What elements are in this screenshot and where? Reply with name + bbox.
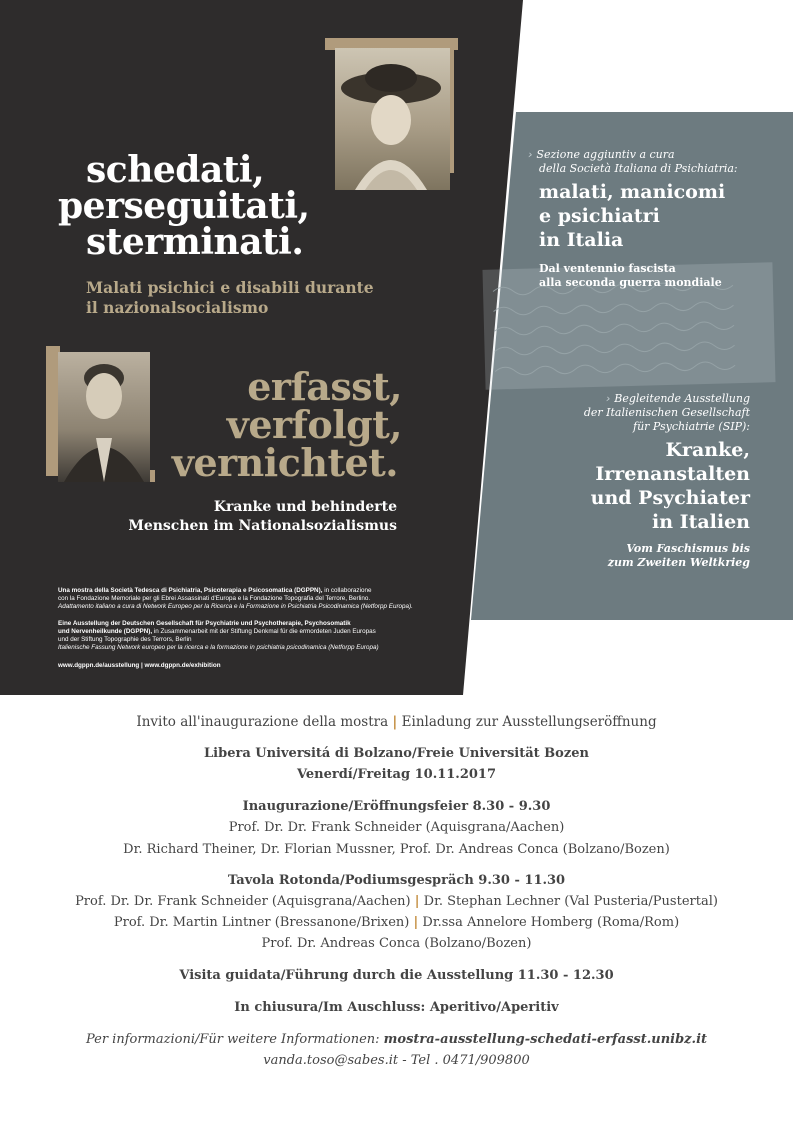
it-subtitle	[86, 278, 374, 318]
invite-label-de: Einladung zur Ausstellungseröffnung	[401, 714, 657, 730]
separator: |	[392, 714, 398, 730]
credits-de-bold-2: und Nervenheilkunde (DGPPN),	[58, 628, 153, 635]
credits-de-line-3: und der Stiftung Topographie des Terrors, Berlin	[58, 636, 192, 643]
info-url-link[interactable]: mostra-ausstellung-schedati-erfasst.unibz.it	[383, 1032, 708, 1047]
venue: Libera Universitá di Bolzano/Freie Universität Bozen	[204, 746, 589, 761]
round-table-line-1	[0, 894, 793, 909]
credits-it-line-1	[58, 587, 463, 595]
credits-block	[58, 587, 463, 670]
de-subtitle-line-2: Menschen im Nationalsozialismus	[128, 518, 397, 534]
round-speaker-3: Prof. Dr. Andreas Conca (Bolzano/Bozen)	[261, 936, 532, 951]
grey-de-title	[520, 438, 750, 534]
it-title-line-1: schedati,	[86, 149, 265, 191]
chevron-right-icon: ›	[528, 148, 533, 161]
grey-de-title-line-3: und Psychiater	[590, 487, 750, 509]
it-subtitle-line-1: Malati psichici e disabili durante	[86, 278, 374, 297]
grey-it-intro-2: della Società Italiana di Psichiatria:	[539, 162, 738, 175]
contact-line[interactable]: vanda.toso@sabes.it - Tel . 0471/909800	[263, 1053, 530, 1068]
grey-de-section	[520, 392, 750, 570]
round-table-title: Tavola Rotonda/Podiumsgespräch 9.30 - 11.30	[227, 873, 566, 888]
round-table-line-2	[0, 915, 793, 930]
grey-de-title-line-2: Irrenanstalten	[595, 463, 750, 485]
opening-speaker-1: Prof. Dr. Dr. Frank Schneider (Aquisgrana/Aachen)	[228, 820, 565, 835]
credits-it-rest: in collaborazione	[322, 587, 372, 594]
de-title-line-2: verfolgt,	[226, 402, 402, 447]
grey-de-sub	[520, 542, 750, 570]
boy-portrait-photo	[58, 352, 150, 482]
info-line	[0, 1032, 793, 1047]
credits-de-rest-2: in Zusammenarbeit mit der Stiftung Denkmal für die ermordeten Juden Europas	[152, 628, 376, 635]
it-subtitle-line-2: il nazionalsocialismo	[86, 298, 269, 317]
grey-it-title-line-2: e psichiatri	[539, 205, 660, 227]
credits-it-line-2: con la Fondazione Memoriale per gli Ebrei Assassinati d'Europa e la Fondazione Topografia del Terrore, Berlino.	[58, 595, 371, 602]
grey-de-intro-3: für Psychiatrie (SIP):	[633, 420, 750, 433]
grey-de-intro-2: der Italienischen Gesellschaft	[583, 406, 750, 419]
grey-it-intro-1: › Sezione aggiuntiv a cura	[528, 148, 675, 161]
round-speaker-1b: Dr. Stephan Lechner (Val Pusteria/Pustertal)	[423, 894, 718, 909]
round-speaker-2b: Dr.ssa Annelore Homberg (Roma/Rom)	[422, 915, 680, 930]
de-subtitle	[60, 498, 397, 536]
opening-speaker-2: Dr. Richard Theiner, Dr. Florian Mussner, Prof. Dr. Andreas Conca (Bolzano/Bozen)	[123, 842, 670, 857]
closing-aperitivo: In chiusura/Im Auschluss: Aperitivo/Aperitiv	[234, 1000, 559, 1015]
opening-title: Inaugurazione/Eröffnungsfeier 8.30 - 9.30	[242, 799, 551, 814]
credits-it-line-3: Adattamento italiano a cura di Network Europeo per la Ricerca e la Formazione in Psichiatria Psicodinamica (Netforpp Europa).	[58, 603, 413, 610]
boy-portrait-image	[58, 352, 150, 482]
separator: |	[414, 894, 420, 909]
grey-it-sub	[528, 262, 778, 290]
grey-de-title-line-4: in Italien	[652, 511, 750, 533]
de-title-line-1: erfasst,	[247, 364, 402, 409]
round-speaker-2a: Prof. Dr. Martin Lintner (Bressanone/Brixen)	[113, 915, 410, 930]
it-title-line-2: perseguitati,	[58, 185, 310, 227]
grey-de-title-line-1: Kranke,	[665, 439, 750, 461]
de-title-line-3: vernichtet.	[171, 440, 398, 485]
grey-it-title-line-3: in Italia	[539, 229, 624, 251]
grey-it-section	[528, 148, 778, 290]
invite-label	[0, 714, 793, 730]
guided-tour: Visita guidata/Führung durch die Ausstellung 11.30 - 12.30	[179, 968, 614, 983]
invite-label-it: Invito all'inaugurazione della mostra	[136, 714, 389, 730]
chevron-right-icon: ›	[605, 392, 611, 405]
grey-de-sub-line-1: Vom Faschismus bis	[626, 542, 750, 555]
it-title	[58, 149, 358, 263]
it-title-line-3: sterminati.	[86, 221, 304, 263]
credits-de-line-4: Italienische Fassung Network europeo per la ricerca e la formazione in psichiatria psicodinamica (Netforpp Europa)	[58, 644, 379, 651]
credits-de-line-1	[58, 620, 463, 628]
de-subtitle-line-1: Kranke und behinderte	[213, 499, 397, 515]
grey-it-title	[528, 180, 778, 252]
grey-it-sub-line-1: Dal ventennio fascista	[539, 262, 676, 275]
event-date: Venerdí/Freitag 10.11.2017	[296, 767, 497, 782]
de-title	[150, 364, 402, 485]
grey-de-sub-line-2: zum Zweiten Weltkrieg	[607, 556, 750, 569]
grey-it-sub-line-2: alla seconda guerra mondiale	[539, 276, 722, 289]
grey-de-intro-1: › Begleitende Ausstellung	[605, 392, 750, 405]
credits-de-line-2	[58, 628, 463, 636]
separator: |	[413, 915, 419, 930]
credits-it-bold: Una mostra della Società Tedesca di Psichiatria, Psicoterapia e Psicosomatica (DGPPN),	[58, 587, 323, 594]
round-speaker-1a: Prof. Dr. Dr. Frank Schneider (Aquisgrana/Aachen)	[75, 894, 411, 909]
info-label: Per informazioni/Für weitere Informationen:	[85, 1032, 384, 1047]
grey-it-title-line-1: malati, manicomi	[539, 181, 726, 203]
credits-links[interactable]: www.dgppn.de/ausstellung | www.dgppn.de/exhibition	[58, 662, 221, 669]
credits-de-bold-1: Eine Ausstellung der Deutschen Gesellschaft für Psychiatrie und Psychotherapie, Psychosomatik	[58, 620, 351, 627]
